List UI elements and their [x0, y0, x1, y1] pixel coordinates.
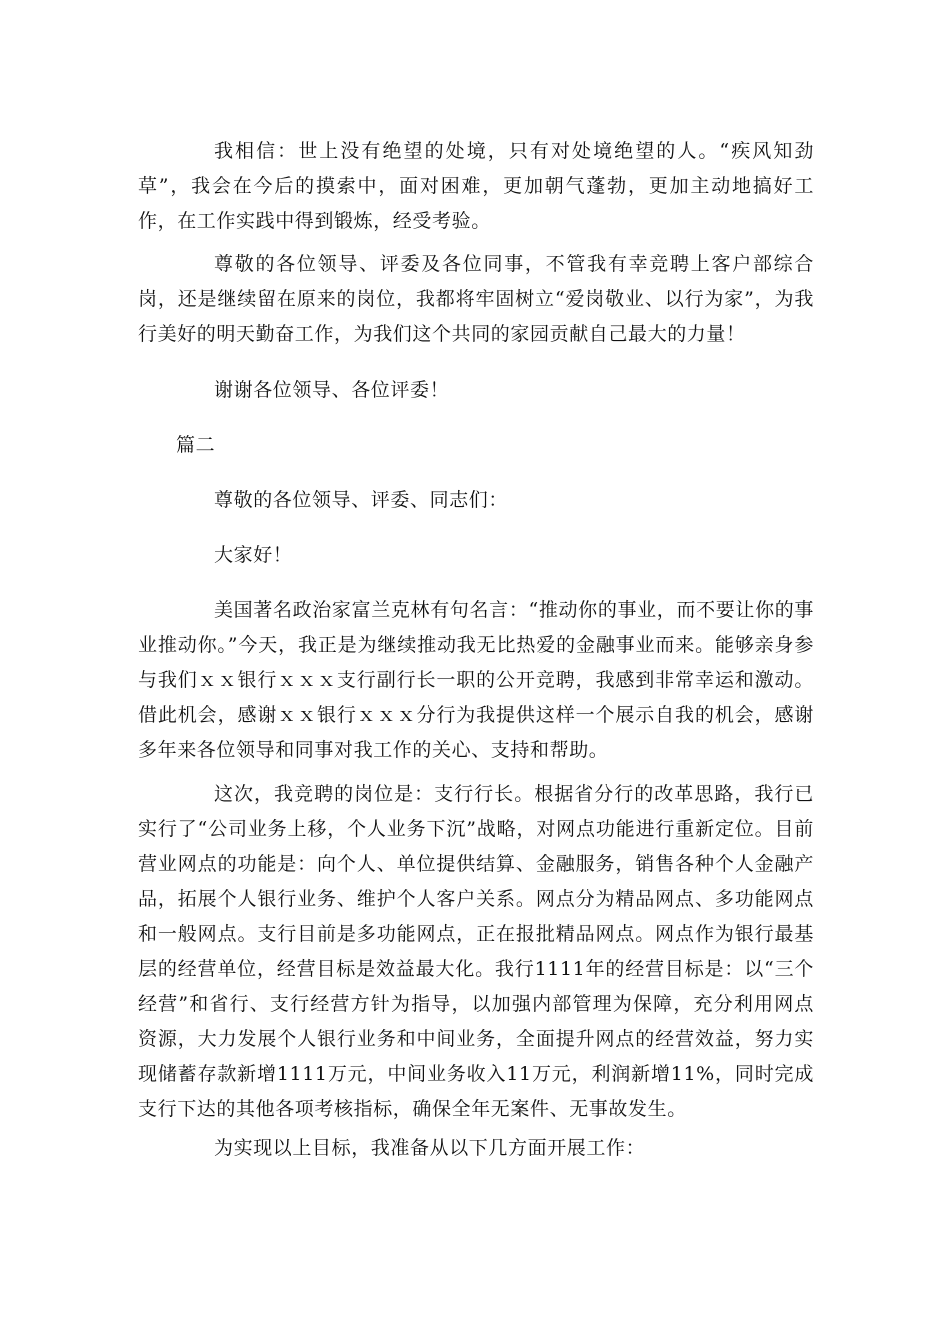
- paragraph-thanks: 谢谢各位领导、各位评委！: [214, 379, 450, 401]
- paragraph-franklin-quote: 美国著名政治家富兰克林有句名言：“推动你的事业，而不要让你的事业推动你。”今天，我正是为继续推动我无比热爱的金融事业而来。能够亲身参与我们ｘｘ银行ｘｘｘ支行副行长一职的公开竞聘，我感到非常幸运和激动。借此机会，感谢ｘｘ银行ｘｘｘ分行为我提供这样一个展示自我的机会，感谢多年来各位领导和同事对我工作的关心、支持和帮助。: [138, 599, 814, 761]
- paragraph-greeting: 大家好！: [214, 544, 293, 566]
- paragraph-salutation: 尊敬的各位领导、评委、同志们：: [214, 489, 509, 511]
- paragraph-work-plan-intro: 为实现以上目标，我准备从以下几方面开展工作：: [214, 1137, 646, 1159]
- paragraph-respect-colleagues: 尊敬的各位领导、评委及各位同事，不管我有幸竞聘上客户部综合岗，还是继续留在原来的岗位，我都将牢固树立“爱岗敬业、以行为家”，为我行美好的明天勤奋工作，为我们这个共同的家园贡献自己最大的力量！: [138, 253, 814, 345]
- paragraph-position-goals: 这次，我竞聘的岗位是：支行行长。根据省分行的改革思路，我行已实行了“公司业务上移，个人业务下沉”战略，对网点功能进行重新定位。目前营业网点的功能是：向个人、单位提供结算、金融服务，销售各种个人金融产品，拓展个人银行业务、维护个人客户关系。网点分为精品网点、多功能网点和一般网点。支行目前是多功能网点，正在报批精品网点。网点作为银行最基层的经营单位，经营目标是效益最大化。我行1111年的经营目标是：以“三个经营”和省行、支行经营方针为指导，以加强内部管理为保障，充分利用网点资源，大力发展个人银行业务和中间业务，全面提升网点的经营效益，努力实现储蓄存款新增1111万元，中间业务收入11万元，利润新增11%，同时完成支行下达的其他各项考核指标，确保全年无案件、无事故发生。: [138, 783, 814, 1120]
- section-heading-part-two: 篇二: [176, 434, 216, 456]
- paragraph-belief: 我相信：世上没有绝望的处境，只有对处境绝望的人。“疾风知劲草”，我会在今后的摸索中，面对困难，更加朝气蓬勃，更加主动地搞好工作，在工作实践中得到锻炼，经受考验。: [138, 140, 814, 232]
